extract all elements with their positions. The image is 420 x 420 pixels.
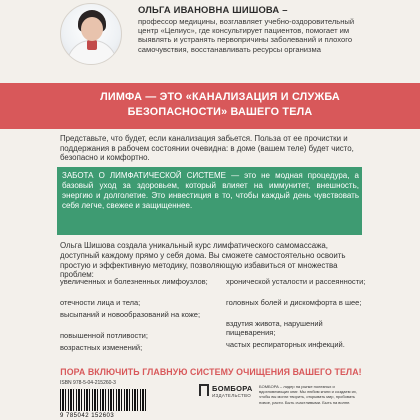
publisher-logo-sub: ИЗДАТЕЛЬСТВО xyxy=(212,393,252,398)
list-item: вздутия живота, нарушений пищеварения; xyxy=(226,319,323,337)
list-item: головных болей и дискомфорта в шее; xyxy=(226,298,362,307)
problems-list-left xyxy=(60,277,210,355)
headline: ЛИМФА — ЭТО «КАНАЛИЗАЦИЯ И СЛУЖБА БЕЗОПАСНОСТИ» ВАШЕГО ТЕЛА xyxy=(100,91,340,118)
problems-list-right xyxy=(226,277,366,352)
list-item: увеличенных и болезненных лимфоузлов; xyxy=(60,277,208,286)
isbn: ISBN 978-5-04-215260-3 xyxy=(60,380,116,386)
intro-paragraph: Представьте, что будет, если канализация забьется. Польза от ее прочистки и поддержания в рабочем состоянии очевидна: в доме (вашем теле) будет чисто, безопасно и комфортно. xyxy=(60,134,354,163)
list-item: отечности лица и тела; xyxy=(60,298,141,307)
author-name: ОЛЬГА ИВАНОВНА ШИШОВА – xyxy=(138,4,288,15)
list-item: частых респираторных инфекций. xyxy=(226,340,345,349)
author-photo xyxy=(60,3,122,65)
call-to-action: ПОРА ВКЛЮЧИТЬ ГЛАВНУЮ СИСТЕМУ ОЧИЩЕНИЯ ВАШЕГО ТЕЛА! xyxy=(60,367,362,377)
list-item: высыпаний и новообразований на коже; xyxy=(60,310,201,319)
lymph-care-text: ЗАБОТА О ЛИМФАТИЧЕСКОЙ СИСТЕМЕ — это не модная процедура, а базовый уход за здоровьем, который влияет на иммунитет, внешность, энергию и долголетие. Это инвестиция в то, чтобы каждый день чувствовать себя легче, свежее и защищеннее. xyxy=(62,171,359,210)
lymph-care-band xyxy=(57,167,362,235)
list-item: повышенной потливости; xyxy=(60,331,148,340)
barcode-bars xyxy=(60,389,146,411)
author-block xyxy=(60,3,360,73)
list-item: хронической усталости и рассеянности; xyxy=(226,277,366,286)
publisher-description: БОМБОРА – лидер на рынке полезных и вдохновляющих книг. Мы любим книги и создаем их, чтобы вы могли творить, открывать мир, пробовать новое, расти. Быть счастливыми. Быть на волне. xyxy=(259,384,357,405)
barcode-number: 9 785042 152603 xyxy=(60,413,115,419)
publisher-logo xyxy=(199,384,251,406)
author-bio: профессор медицины, возглавляет учебно-оздоровительный центр «Целиус», где консультирует пациентов, помогает им выявлять и устранять первопричины заболеваний и плохого самочувствия, восстанавливать ресурсы организма xyxy=(138,17,355,54)
list-item: возрастных изменений; xyxy=(60,343,143,352)
headline-band xyxy=(0,83,420,129)
course-paragraph: Ольга Шишова создала уникальный курс лимфатического самомассажа, доступный каждому прямо у себя дома. Вы сможете самостоятельно освоить простую и эффективную методику, позволяющую избавиться от множества проблем: xyxy=(60,241,346,280)
barcode xyxy=(60,383,154,420)
bombora-logo-icon xyxy=(199,384,209,396)
publisher-logo-name: БОМБОРА xyxy=(212,384,253,393)
